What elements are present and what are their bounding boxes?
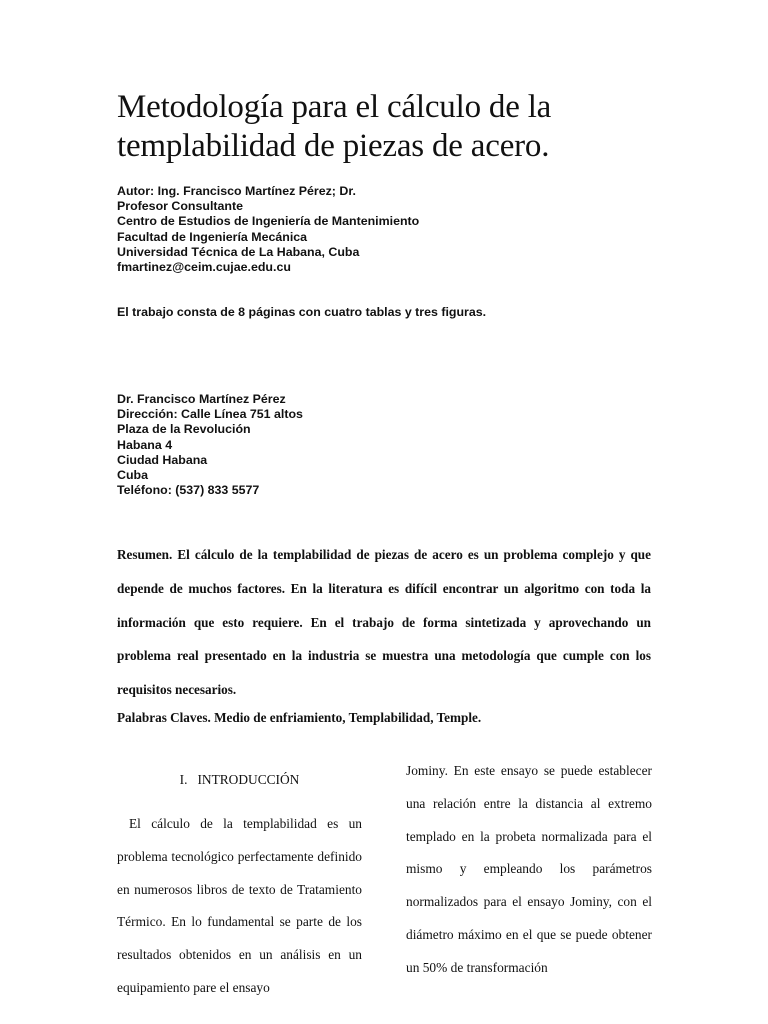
section-heading (117, 770, 362, 790)
author-line: Facultad de Ingeniería Mecánica (117, 229, 308, 244)
author-block (117, 184, 419, 275)
left-column-paragraph: El cálculo de la templabilidad es un problema tecnológico perfectamente definido en numerosos libros de texto de Tratamiento Térmico. En lo fundamental se parte de los resultados obtenidos en un análisis en un equipamiento pare el ensayo (117, 816, 362, 995)
abstract: Resumen. El cálculo de la templabilidad de piezas de acero es un problema complejo y que depende de muchos factores. En la literatura es difícil encontrar un algoritmo con toda la información que esto requiere. En el trabajo de forma sintetizada y aprovechando un problema real presentado en la industria se muestra una metodología que cumple con los requisitos necesarios. (117, 547, 651, 698)
keywords: Palabras Claves. Medio de enfriamiento, Templabilidad, Temple. (117, 710, 482, 725)
address-phone: Teléfono: (537) 833 5577 (117, 483, 260, 498)
author-email: fmartinez@ceim.cujae.edu.cu (117, 260, 291, 275)
section-title: INTRODUCCIÓN (197, 772, 300, 787)
address-line: Dr. Francisco Martínez Pérez (117, 392, 286, 406)
author-line: Centro de Estudios de Ingeniería de Mantenimiento (117, 214, 420, 229)
author-line: Profesor Consultante (117, 199, 243, 214)
address-line: Ciudad Habana (117, 452, 208, 467)
address-line: Plaza de la Revolución (117, 422, 251, 437)
address-block (117, 392, 303, 498)
author-line: Autor: Ing. Francisco Martínez Pérez; Dr. (117, 184, 356, 198)
address-line: Cuba (117, 468, 148, 483)
right-column (406, 755, 652, 985)
address-line: Habana 4 (117, 437, 173, 452)
left-column (117, 770, 362, 1005)
address-line: Dirección: Calle Línea 751 altos (117, 407, 303, 422)
right-column-paragraph: Jominy. En este ensayo se puede establecer una relación entre la distancia al extremo templado en la probeta normalizada para el mismo y empleando los parámetros normalizados para el ensayo Jominy, con el diámetro máximo en el que se puede obtener un 50% de transformación (406, 763, 652, 975)
section-number: I. (179, 772, 188, 787)
paper-title: Metodología para el cálculo de la templabilidad de piezas de acero. (117, 89, 552, 164)
page-count-note: El trabajo consta de 8 páginas con cuatro tablas y tres figuras. (117, 305, 487, 319)
author-line: Universidad Técnica de La Habana, Cuba (117, 244, 360, 259)
